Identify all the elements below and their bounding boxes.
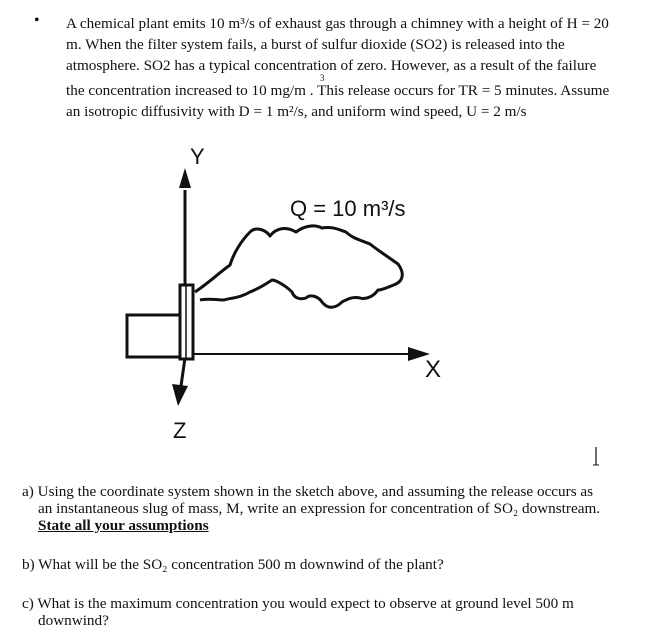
bullet-point: • — [34, 12, 40, 29]
x-axis-label: X — [425, 356, 442, 383]
cubic-superscript: 3 — [320, 73, 325, 83]
problem-line-3: atmosphere. SO2 has a typical concentration of zero. However, as a result of the failure — [66, 57, 597, 74]
z-axis-label: Z — [173, 418, 187, 443]
question-a — [22, 483, 600, 534]
flow-rate-label: Q = 10 m³/s — [290, 196, 406, 221]
question-b — [22, 556, 444, 573]
y-axis-label: Y — [190, 144, 205, 169]
problem-line-1: A chemical plant emits 10 m³/s of exhaust gas through a chimney with a height of H = 20 — [66, 15, 609, 32]
exhaust-plume — [195, 226, 402, 307]
plant-building — [127, 315, 185, 357]
problem-line-2: m. When the filter system fails, a burst of sulfur dioxide (SO2) is released into the — [66, 36, 565, 53]
question-a-line-2: an instantaneous slug of mass, M, write an expression for concentration of SO₂ downstream. — [38, 500, 601, 517]
plume-diagram — [100, 140, 460, 443]
text-cursor-icon — [593, 446, 599, 466]
z-axis-arrowhead — [172, 384, 188, 406]
question-c-line-1: c) What is the maximum concentration you would expect to observe at ground level 500 m — [22, 595, 574, 612]
z-axis — [181, 358, 185, 386]
problem-line-4: the concentration increased to 10 mg/m . This release occurs for TR = 5 minutes. Assume — [66, 82, 610, 99]
problem-statement — [66, 13, 656, 122]
problem-line-4-wrap — [66, 73, 656, 101]
y-axis-arrowhead — [179, 168, 191, 188]
question-c-line-2: downwind? — [38, 612, 109, 629]
assumptions-note: State all your assumptions — [38, 517, 209, 534]
question-c — [22, 595, 574, 629]
question-b-text: b) What will be the SO₂ concentration 500 m downwind of the plant? — [22, 556, 444, 573]
problem-line-5: an isotropic diffusivity with D = 1 m²/s, and uniform wind speed, U = 2 m/s — [66, 103, 527, 120]
question-a-line-1: a) Using the coordinate system shown in the sketch above, and assuming the release occurs as — [22, 483, 594, 500]
